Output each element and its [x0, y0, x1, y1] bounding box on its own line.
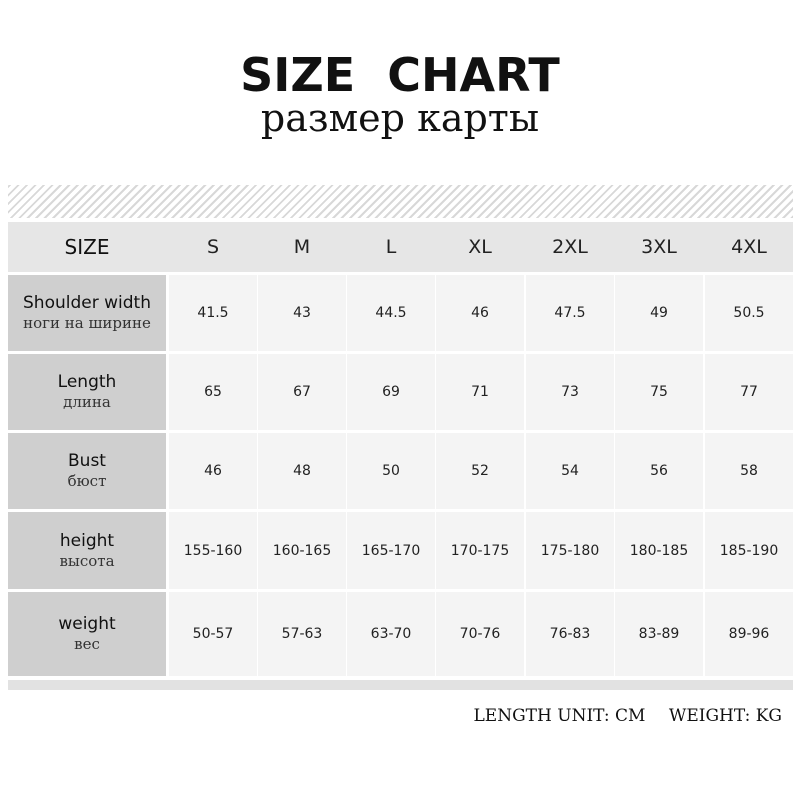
length-unit-note: LENGTH UNIT: CM [473, 706, 646, 726]
units-note [474, 706, 782, 726]
table-cell: 73 [526, 354, 614, 430]
table-cell: 47.5 [526, 275, 614, 351]
table-cell: 185-190 [705, 512, 793, 589]
size-column-header: XL [468, 236, 492, 258]
table-cell: 89-96 [705, 592, 793, 676]
table-cell: 77 [705, 354, 793, 430]
page-subtitle: размер карты [260, 96, 540, 140]
table-cell: 48 [258, 433, 346, 509]
table-cell: 54 [526, 433, 614, 509]
size-header-label: SIZE [64, 235, 110, 259]
size-column-header: S [206, 236, 220, 258]
size-column-header: M [293, 236, 311, 258]
table-cell: 58 [705, 433, 793, 509]
table-cell: 46 [169, 433, 257, 509]
row-label [8, 433, 166, 509]
table-cell: 50 [347, 433, 435, 509]
table-cell: 41.5 [169, 275, 257, 351]
table-cell: 76-83 [526, 592, 614, 676]
table-cell: 160-165 [258, 512, 346, 589]
table-cell: 165-170 [347, 512, 435, 589]
table-cell: 69 [347, 354, 435, 430]
row-label-russian: высота [59, 551, 115, 570]
table-cell: 43 [258, 275, 346, 351]
row-label-english: Length [57, 372, 117, 392]
table-cell: 67 [258, 354, 346, 430]
table-cell: 71 [436, 354, 524, 430]
row-label-english: weight [58, 614, 116, 634]
row-label-russian: длина [63, 393, 111, 411]
size-column-header: 2XL [552, 236, 588, 258]
table-cell: 49 [615, 275, 703, 351]
table-cell: 46 [436, 275, 524, 351]
table-cell: 63-70 [347, 592, 435, 676]
table-cell: 52 [436, 433, 524, 509]
row-label [8, 354, 166, 430]
row-label [8, 512, 166, 589]
row-label-english: Bust [68, 451, 106, 471]
table-cell: 83-89 [615, 592, 703, 676]
table-cell: 75 [615, 354, 703, 430]
size-column-header: L [385, 236, 397, 258]
row-label-english: height [59, 530, 115, 551]
decorative-bottom-band [8, 680, 793, 690]
table-cell: 155-160 [169, 512, 257, 589]
row-label [8, 275, 166, 351]
row-label-russian: вес [74, 635, 100, 653]
table-cell: 180-185 [615, 512, 703, 589]
size-column-header: 3XL [641, 236, 677, 258]
table-cell: 70-76 [436, 592, 524, 676]
size-column-header: 4XL [731, 236, 767, 258]
table-cell: 50-57 [169, 592, 257, 676]
row-label-russian: ноги на ширине [23, 314, 151, 332]
table-cell: 56 [615, 433, 703, 509]
weight-unit-note: WEIGHT: KG [668, 706, 782, 726]
table-cell: 170-175 [436, 512, 524, 589]
table-cell: 57-63 [258, 592, 346, 676]
table-cell: 175-180 [526, 512, 614, 589]
table-cell: 44.5 [347, 275, 435, 351]
row-label-russian: бюст [67, 472, 107, 490]
page-title: SIZE CHART [240, 48, 560, 102]
decorative-stripe-band [8, 185, 793, 218]
row-label [8, 592, 166, 676]
row-label-english: Shoulder width [23, 293, 151, 313]
table-cell: 50.5 [705, 275, 793, 351]
table-cell: 65 [169, 354, 257, 430]
